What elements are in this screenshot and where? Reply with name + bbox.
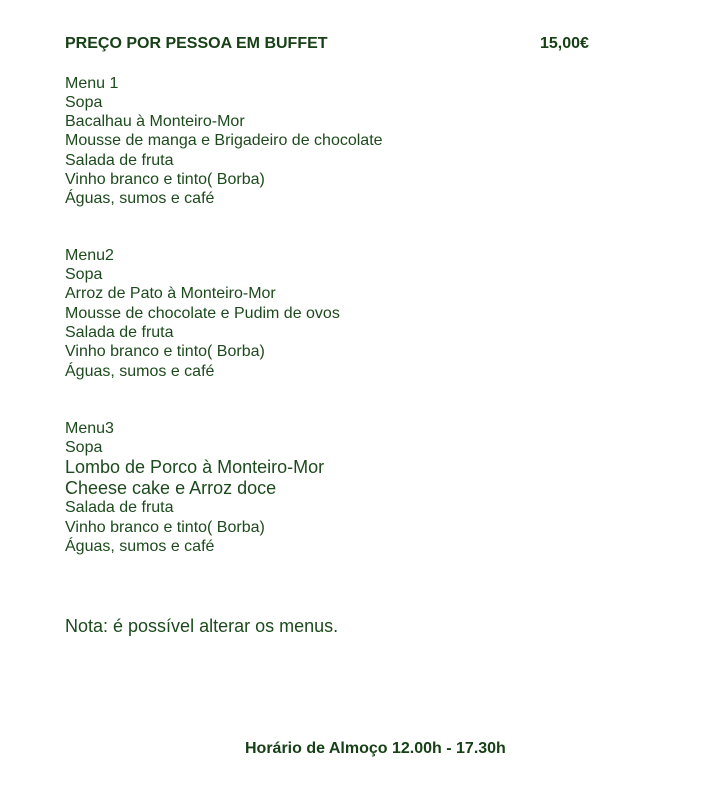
menu-item: Mousse de chocolate e Pudim de ovos: [65, 305, 340, 322]
menu-item: Sopa: [65, 266, 103, 283]
menu-item: Vinho branco e tinto( Borba): [65, 343, 265, 360]
menu-title: Menu 1: [65, 75, 119, 92]
page-title: PREÇO POR PESSOA EM BUFFET: [65, 35, 328, 52]
menu-title: Menu2: [65, 247, 114, 264]
menu-title: Menu3: [65, 420, 114, 437]
menu-item: Salada de fruta: [65, 152, 174, 169]
menu-item: Vinho branco e tinto( Borba): [65, 519, 265, 536]
menu-item: Sopa: [65, 439, 103, 456]
price: 15,00€: [540, 35, 589, 52]
menu-item: Salada de fruta: [65, 499, 174, 516]
menu-item: Salada de fruta: [65, 324, 174, 341]
menu-item: Águas, sumos e café: [65, 538, 215, 555]
menu-item: Arroz de Pato à Monteiro-Mor: [65, 285, 276, 302]
menu-item: Sopa: [65, 94, 103, 111]
note: Nota: é possível alterar os menus.: [65, 616, 339, 636]
menu-item: Águas, sumos e café: [65, 363, 215, 380]
menu-item: Lombo de Porco à Monteiro-Mor: [65, 457, 325, 477]
menu-item: Vinho branco e tinto( Borba): [65, 171, 265, 188]
menu-item: Mousse de manga e Brigadeiro de chocolate: [65, 132, 383, 149]
menu-item: Águas, sumos e café: [65, 190, 215, 207]
menu-item: Cheese cake e Arroz doce: [65, 478, 277, 498]
menu-item: Bacalhau à Monteiro-Mor: [65, 113, 245, 130]
lunch-hours: Horário de Almoço 12.00h - 17.30h: [245, 740, 506, 757]
